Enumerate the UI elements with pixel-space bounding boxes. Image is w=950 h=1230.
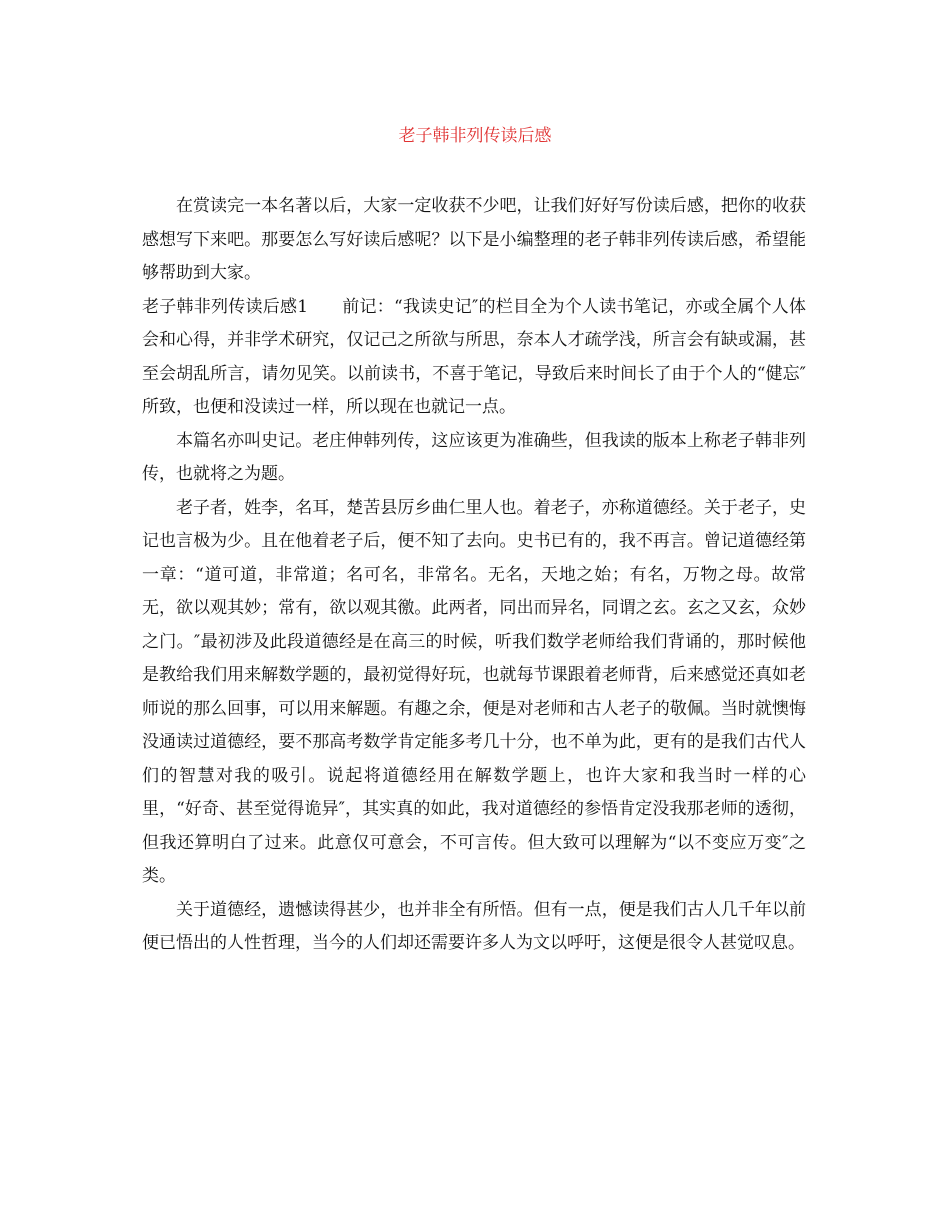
- document-body: [142, 190, 806, 961]
- section-1-heading: 老子韩非列传读后感1: [142, 296, 309, 317]
- section-1-paragraph-3: 老子者，姓李，名耳，楚苦县厉乡曲仁里人也。着老子，亦称道德经。关于老子，史记也言极为少。且在他着老子后，便不知了去向。史书已有的，我不再言。曾记道德经第一章：“道可道，非常道；名可名，非常名。无名，天地之始；有名，万物之母。故常无，欲以观其妙；常有，欲以观其徼。此两者，同出而异名，同谓之玄。玄之又玄，众妙之门。″最初涉及此段道德经是在高三的时候，听我们数学老师给我们背诵的，那时候他是教给我们用来解数学题的，最初觉得好玩，也就每节课跟着老师背，后来感觉还真如老师说的那么回事，可以用来解题。有趣之余，便是对老师和古人老子的敬佩。当时就懊悔没通读过道德经，要不那高考数学肯定能多考几十分，也不单为此，更有的是我们古代人们的智慧对我的吸引。说起将道德经用在解数学题上，也许大家和我当时一样的心里，“好奇、甚至觉得诡异″，其实真的如此，我对道德经的参悟肯定没我那老师的透彻，但我还算明白了过来。此意仅可意会，不可言传。但大致可以理解为“以不变应万变″之类。: [142, 497, 806, 886]
- intro-paragraph: 在赏读完一本名著以后，大家一定收获不少吧，让我们好好写份读后感，把你的收获感想写下来吧。那要怎么写好读后感呢？以下是小编整理的老子韩非列传读后感，希望能够帮助到大家。: [142, 196, 806, 283]
- section-1-first-paragraph: [142, 291, 806, 425]
- section-1-paragraph-4: 关于道德经，遗憾读得甚少，也并非全有所悟。但有一点，便是我们古人几千年以前便已悟出的人性哲理，当今的人们却还需要许多人为文以呼吁，这便是很令人甚觉叹息。: [142, 899, 806, 953]
- section-1-preface-text: 前记：“我读史记″的栏目全为个人读书笔记，亦或全属个人体会和心得，并非学术研究，仅记己之所欲与所思，奈本人才疏学浅，所言会有缺或漏，甚至会胡乱所言，请勿见笑。以前读书，不喜于笔记，导致后来时间长了由于个人的“健忘″所致，也便和没读过一样，所以现在也就记一点。: [142, 296, 806, 417]
- document-title: 老子韩非列传读后感: [398, 126, 552, 146]
- section-1-paragraph-2: 本篇名亦叫史记。老庄伸韩列传，这应该更为准确些，但我读的版本上称老子韩非列传，也就将之为题。: [142, 430, 806, 484]
